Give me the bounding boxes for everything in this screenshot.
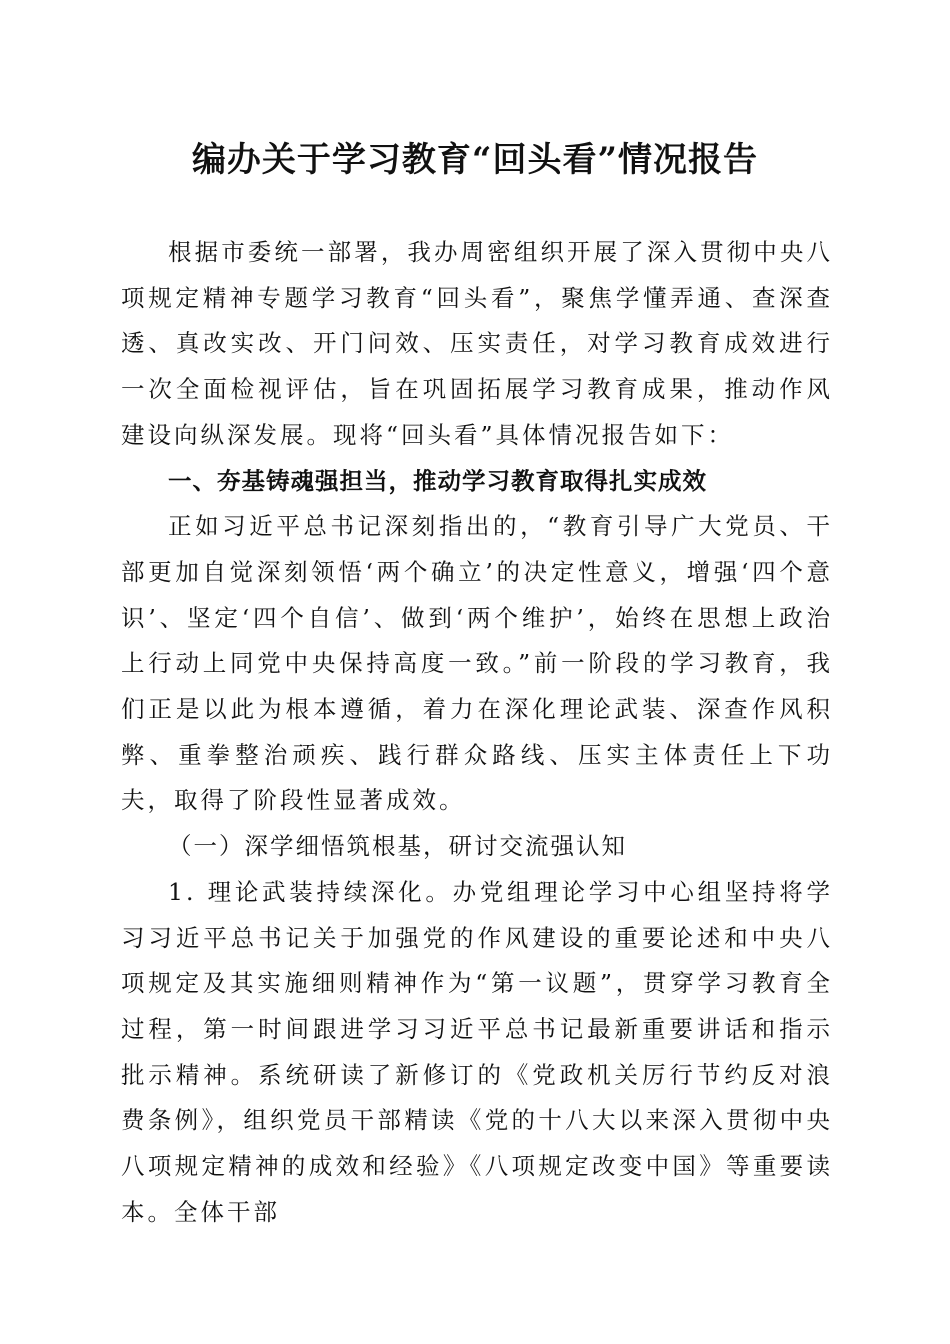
document-body xyxy=(121,230,833,1235)
section-heading: 一、夯基铸魂强担当，推动学习教育取得扎实成效 xyxy=(168,466,707,495)
item-paragraph: 1. 理论武装持续深化。办党组理论学习中心组坚持将学习习近平总书记关于加强党的作风建设的重要论述和中央八项规定及其实施细则精神作为“第一议题”，贯穿学习教育全过程，第一时间跟进学习习近平总书记最新重要讲话和指示批示精神。系统研读了新修订的《党政机关厉行节约反对浪费条例》，组织党员干部精读《党的十八大以来深入贯彻中央八项规定精神的成效和经验》《八项规定改变中国》等重要读本。全体干部 xyxy=(121,877,833,1226)
section-paragraph: 正如习近平总书记深刻指出的，“教育引导广大党员、干部更加自觉深刻领悟‘两个确立’的决定性意义，增强‘四个意识’、坚定‘四个自信’、做到‘两个维护’，始终在思想上政治上行动上同党中央保持高度一致。”前一阶段的学习教育，我们正是以此为根本遵循，着力在深化理论武装、深查作风积弊、重拳整治顽疾、践行群众路线、压实主体责任上下功夫，取得了阶段性显著成效。 xyxy=(121,512,833,815)
subsection-heading: （一）深学细悟筑根基，研讨交流强认知 xyxy=(168,832,627,861)
intro-paragraph: 根据市委统一部署，我办周密组织开展了深入贯彻中央八项规定精神专题学习教育“回头看”，聚焦学懂弄通、查深查透、真改实改、开门问效、压实责任，对学习教育成效进行一次全面检视评估，旨在巩固拓展学习教育成果，推动作风建设向纵深发展。现将“回头看”具体情况报告如下： xyxy=(121,238,833,449)
document-title: 编办关于学习教育“回头看”情况报告 xyxy=(191,140,759,180)
